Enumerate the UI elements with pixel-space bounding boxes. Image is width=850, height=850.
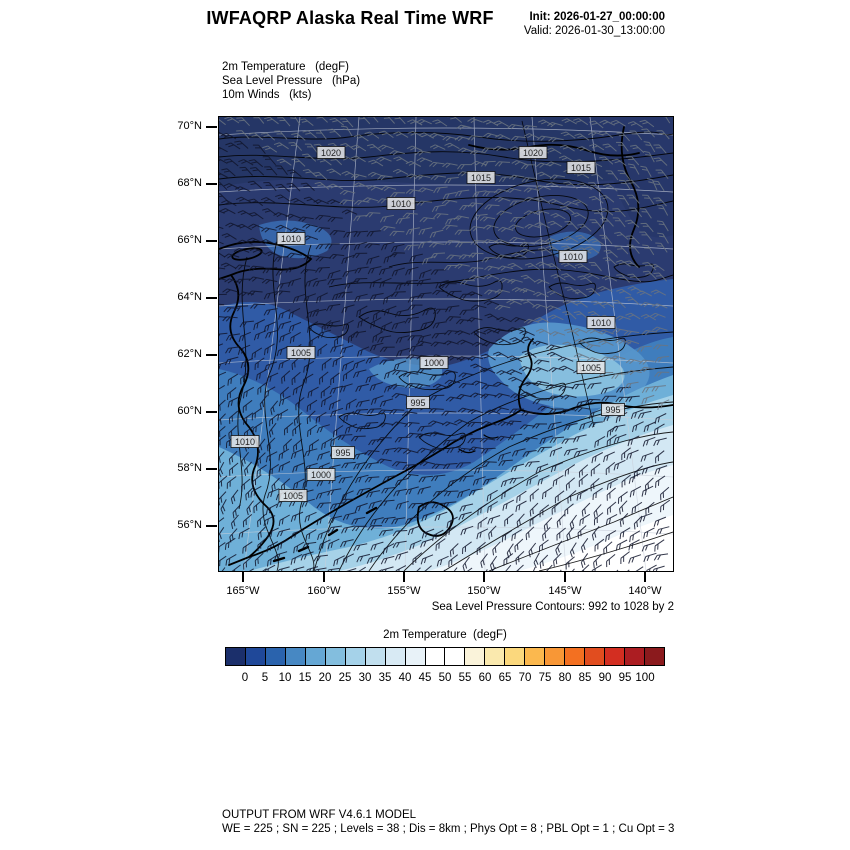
lat-tick-label: 60°N: [177, 405, 202, 417]
lon-tick-mark: [323, 572, 325, 582]
colorbar-tick-label: 15: [298, 672, 312, 684]
model-config-note: WE = 225 ; SN = 225 ; Levels = 38 ; Dis = 8km ; Phys Opt = 8 ; PBL Opt = 1 ; Cu Opt = 3: [222, 823, 675, 835]
lat-tick-mark: [206, 411, 217, 413]
lon-tick-label: 155°W: [387, 585, 421, 597]
colorbar-cell: [624, 648, 644, 665]
colorbar-tick-label: 20: [318, 672, 332, 684]
colorbar-cell: [285, 648, 305, 665]
lat-tick-label: 62°N: [177, 348, 202, 360]
colorbar-tick-label: 80: [558, 672, 572, 684]
colorbar-tick-label: 100: [635, 672, 655, 684]
colorbar-cell: [425, 648, 445, 665]
pressure-label: 1000: [423, 358, 445, 369]
colorbar-cell: [504, 648, 524, 665]
lat-tick-mark: [206, 126, 217, 128]
colorbar-tick-label: 5: [261, 672, 269, 684]
colorbar-cell: [464, 648, 484, 665]
colorbar-cell: [444, 648, 464, 665]
colorbar-tick-label: 55: [458, 672, 472, 684]
colorbar-tick-label: 50: [438, 672, 452, 684]
colorbar-cell: [226, 648, 245, 665]
model-version-note: OUTPUT FROM WRF V4.6.1 MODEL: [222, 809, 417, 821]
page-title: IWFAQRP Alaska Real Time WRF: [206, 8, 494, 28]
colorbar-tick-label: 35: [378, 672, 392, 684]
colorbar-cell: [385, 648, 405, 665]
lon-tick-label: 145°W: [548, 585, 582, 597]
lat-tick-label: 64°N: [177, 291, 202, 303]
pressure-label: 1020: [320, 148, 342, 159]
field-temperature: 2m Temperature (degF): [222, 61, 349, 73]
valid-timestamp: Valid: 2026-01-30_13:00:00: [523, 25, 665, 37]
colorbar-tick-label: 65: [498, 672, 512, 684]
lat-tick-mark: [206, 468, 217, 470]
colorbar-cell: [524, 648, 544, 665]
colorbar-cell: [584, 648, 604, 665]
colorbar-tick-label: 45: [418, 672, 432, 684]
colorbar-title: 2m Temperature (degF): [383, 629, 507, 641]
init-timestamp: Init: 2026-01-27_00:00:00: [529, 11, 665, 23]
colorbar-tick-label: 0: [241, 672, 249, 684]
colorbar-tick-label: 10: [278, 672, 292, 684]
colorbar-cell: [484, 648, 504, 665]
lat-tick-mark: [206, 240, 217, 242]
colorbar-cell: [405, 648, 425, 665]
colorbar-cell: [305, 648, 325, 665]
lat-tick-label: 56°N: [177, 519, 202, 531]
forecast-map: [218, 116, 674, 572]
lat-tick-label: 58°N: [177, 462, 202, 474]
colorbar-cell: [544, 648, 564, 665]
pressure-label: 1005: [580, 363, 602, 374]
field-pressure: Sea Level Pressure (hPa): [222, 75, 361, 87]
colorbar-cell: [245, 648, 265, 665]
pressure-label: 1010: [234, 437, 256, 448]
pressure-label: 1015: [470, 173, 492, 184]
colorbar-cell: [325, 648, 345, 665]
colorbar-tick-label: 25: [338, 672, 352, 684]
lon-tick-label: 165°W: [226, 585, 260, 597]
lat-tick-mark: [206, 354, 217, 356]
colorbar-tick-label: 75: [538, 672, 552, 684]
pressure-label: 995: [605, 405, 621, 416]
colorbar-cell: [265, 648, 285, 665]
pressure-label: 1020: [522, 148, 544, 159]
lon-tick-mark: [564, 572, 566, 582]
colorbar-tick-label: 60: [478, 672, 492, 684]
colorbar-tick-label: 90: [598, 672, 612, 684]
lat-tick-label: 68°N: [177, 177, 202, 189]
lon-tick-mark: [644, 572, 646, 582]
temperature-colorbar: [225, 647, 665, 666]
colorbar-cell: [345, 648, 365, 665]
lat-tick-mark: [206, 525, 217, 527]
lon-tick-mark: [242, 572, 244, 582]
colorbar-tick-label: 30: [358, 672, 372, 684]
pressure-label: 1010: [390, 199, 412, 210]
lon-tick-label: 160°W: [307, 585, 341, 597]
slp-contour-note: Sea Level Pressure Contours: 992 to 1028 by 2: [431, 601, 674, 613]
lon-tick-mark: [403, 572, 405, 582]
lon-tick-label: 150°W: [467, 585, 501, 597]
lat-tick-label: 66°N: [177, 234, 202, 246]
field-list: [222, 60, 360, 102]
pressure-label: 1005: [282, 491, 304, 502]
pressure-label: 995: [410, 398, 426, 409]
colorbar-tick-label: 40: [398, 672, 412, 684]
pressure-label: 1005: [290, 348, 312, 359]
pressure-label: 995: [335, 448, 351, 459]
lat-tick-mark: [206, 183, 217, 185]
lon-tick-mark: [483, 572, 485, 582]
pressure-label: 1000: [310, 470, 332, 481]
forecast-map-canvas: [219, 117, 673, 571]
pressure-label: 1015: [570, 163, 592, 174]
colorbar-cell: [365, 648, 385, 665]
lon-tick-label: 140°W: [628, 585, 662, 597]
colorbar-cell: [604, 648, 624, 665]
field-winds: 10m Winds (kts): [222, 89, 312, 101]
pressure-label: 1010: [562, 252, 584, 263]
colorbar-cell: [564, 648, 584, 665]
lat-tick-mark: [206, 297, 217, 299]
colorbar-tick-label: 70: [518, 672, 532, 684]
pressure-label: 1010: [280, 234, 302, 245]
lat-tick-label: 70°N: [177, 120, 202, 132]
colorbar-tick-label: 95: [618, 672, 632, 684]
colorbar-cell: [644, 648, 664, 665]
pressure-label: 1010: [590, 318, 612, 329]
colorbar-tick-label: 85: [578, 672, 592, 684]
